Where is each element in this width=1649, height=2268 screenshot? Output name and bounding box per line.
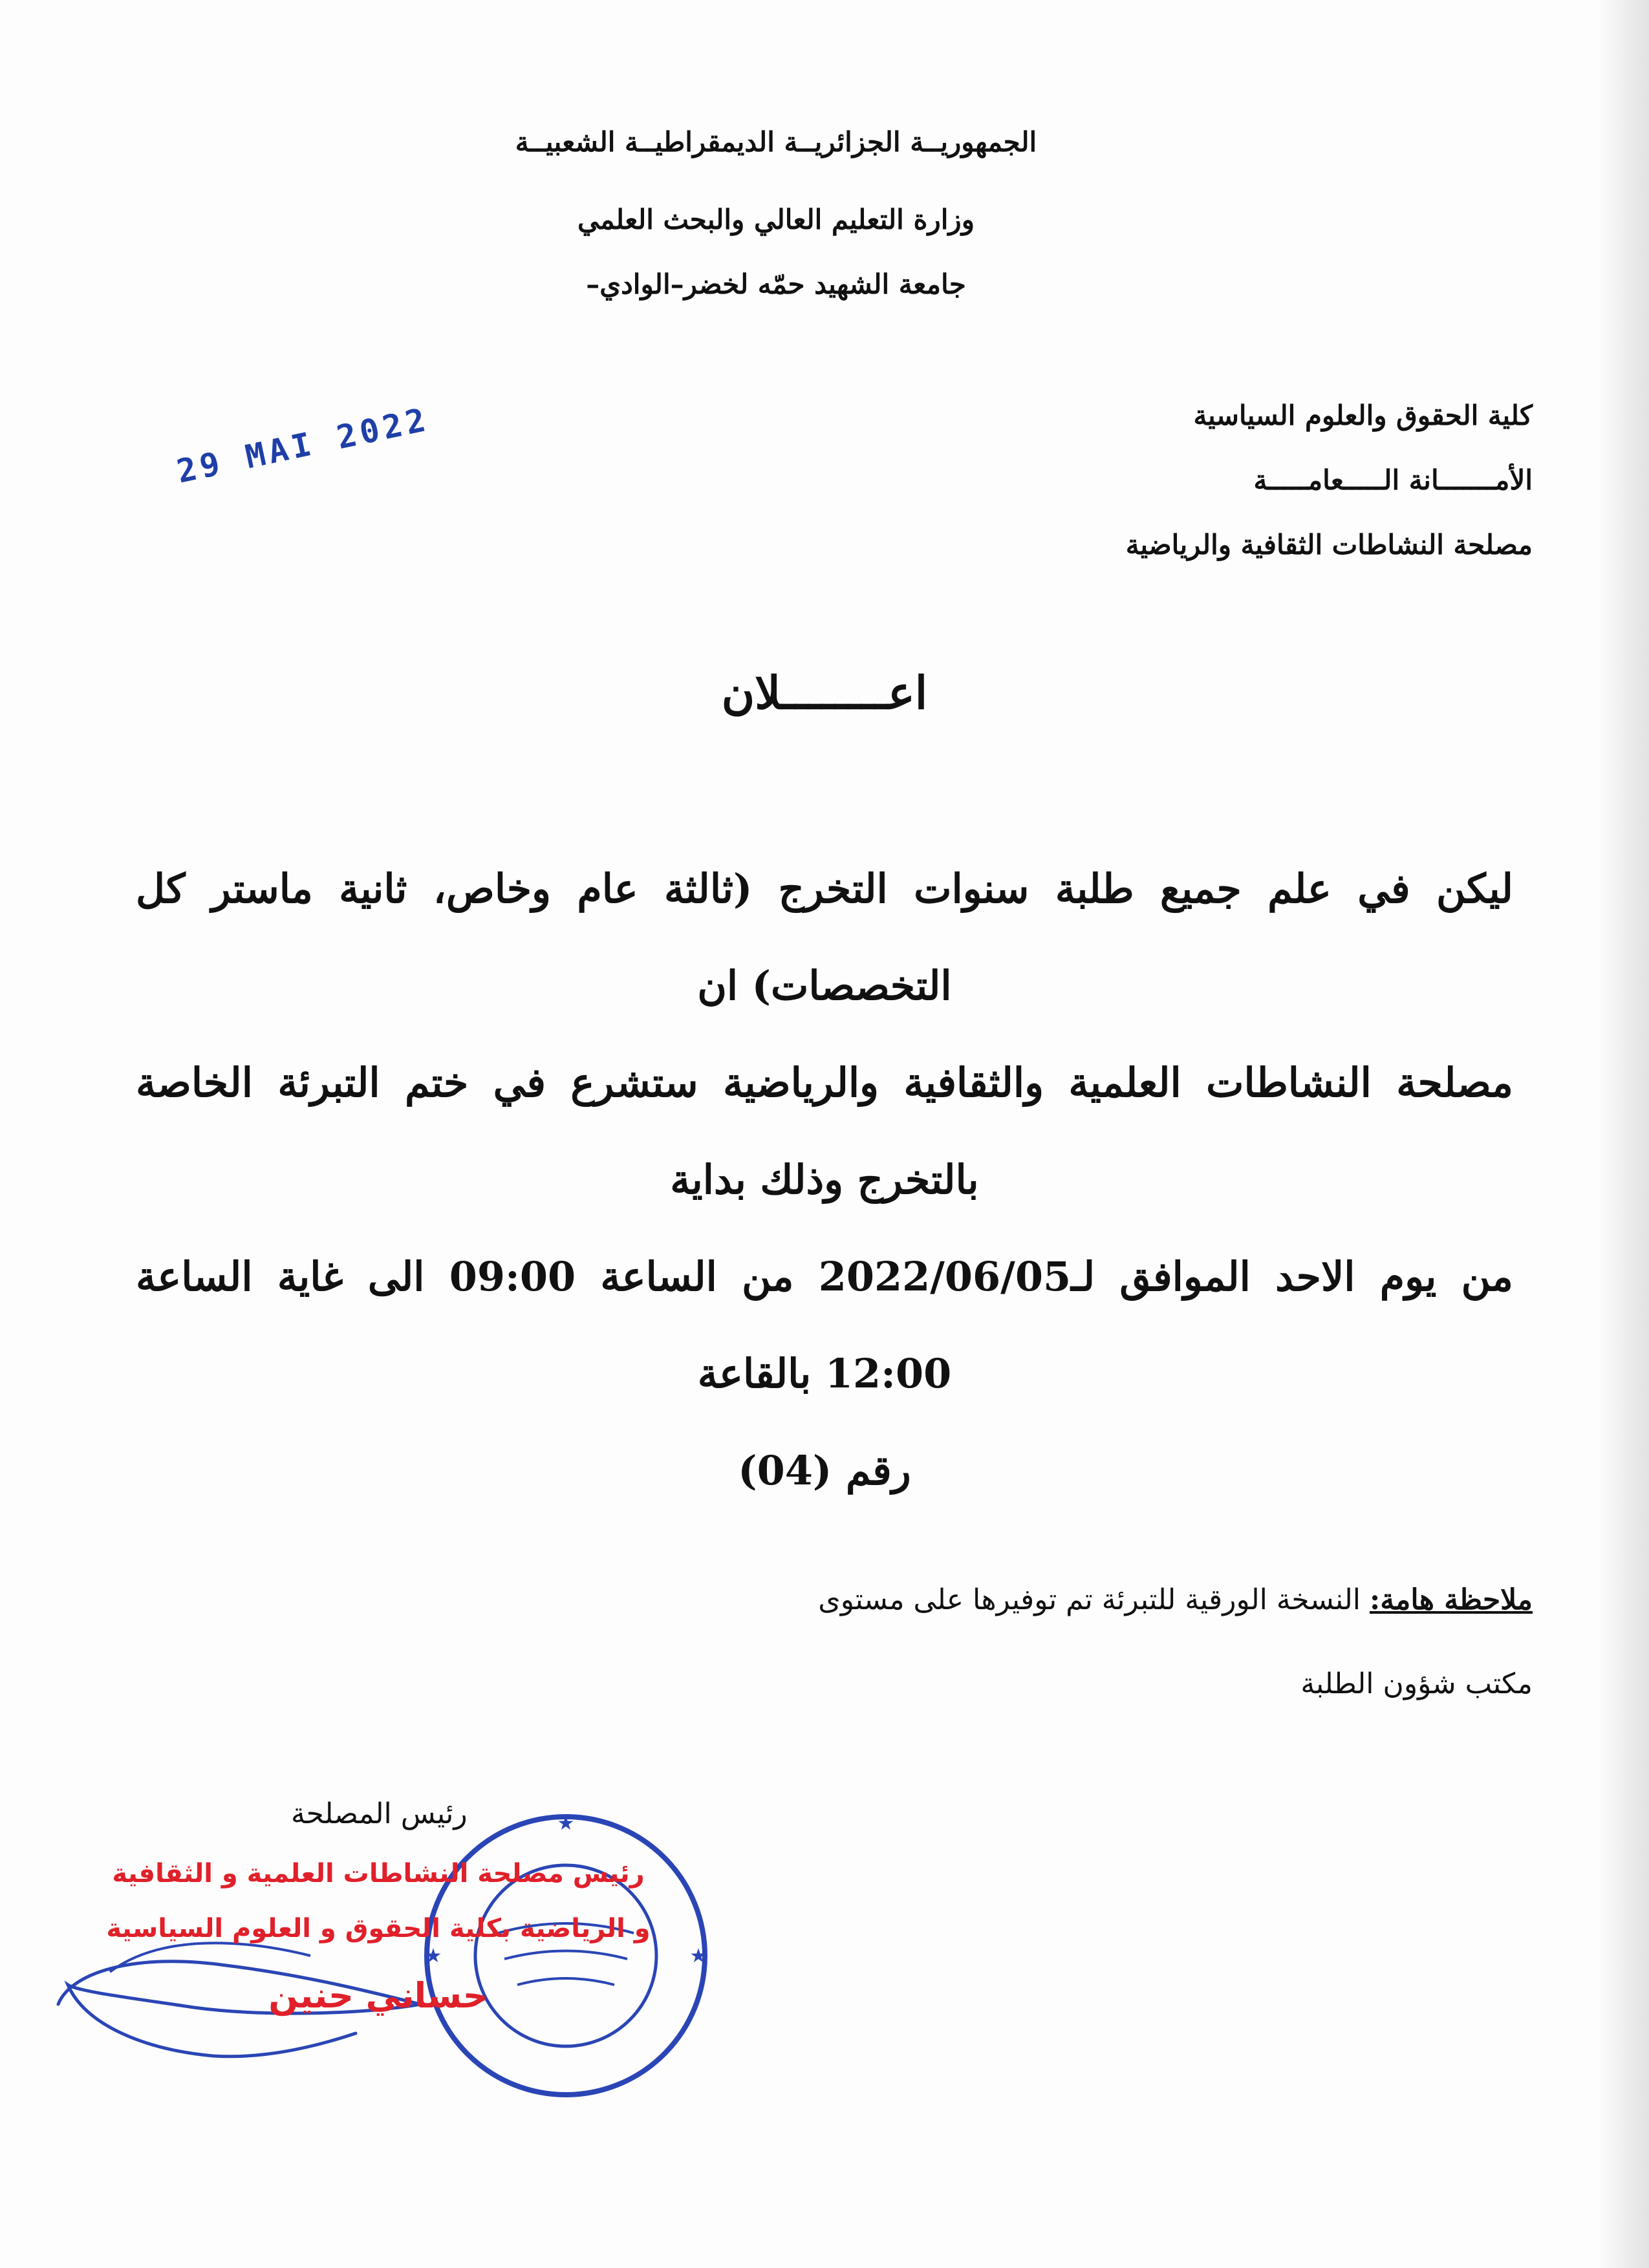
svg-text:★: ★ <box>557 1812 575 1835</box>
body-line-3: من يوم الاحد الموافق لـ2022/06/05 من الساعة 09:00 الى غاية الساعة 12:00 بالقاعة <box>136 1253 1513 1397</box>
note-text: النسخة الورقية للتبرئة تم توفيرها على مستوى <box>818 1583 1370 1616</box>
org-secretariat: الأمـــــــانة الـــــعامـــــة <box>1253 464 1533 496</box>
important-note <box>433 1558 1533 1726</box>
header-ministry: وزارة التعليم العالي والبحث العلمي <box>577 204 975 235</box>
svg-text:★: ★ <box>424 1945 442 1967</box>
announcement-title: اعــــــــلان <box>721 666 928 720</box>
body-line-2: مصلحة النشاطات العلمية والثقافية والرياضية ستشرع في ختم التبرئة الخاصة بالتخرج وذلك بداية <box>136 1059 1513 1203</box>
received-date-stamp: 29 MAI 2022 <box>173 400 433 491</box>
note-line-1 <box>433 1558 1533 1642</box>
header-university: جامعة الشهيد حمّه لخضر–الوادي– <box>586 268 966 300</box>
note-line-2: مكتب شؤون الطلبة <box>1300 1667 1533 1700</box>
official-round-seal <box>414 1804 718 2108</box>
page-edge-shadow <box>1597 0 1649 2268</box>
announcement-body <box>136 840 1513 1519</box>
header-republic: الجمهوريــة الجزائريــة الديمقراطيــة الشعبيــة <box>515 126 1037 158</box>
org-faculty: كلية الحقوق والعلوم السياسية <box>1193 400 1533 431</box>
stamp-line-2: و الرياضية بكلية الحقوق و العلوم السياسية <box>106 1914 651 1943</box>
org-service: مصلحة النشاطات الثقافية والرياضية <box>1125 529 1533 561</box>
stamp-signer-name: حساني حنين <box>268 1975 488 2016</box>
signer-title: رئيس المصلحة <box>291 1797 468 1830</box>
body-line-1: ليكن في علم جميع طلبة سنوات التخرج (ثالثة عام وخاص، ثانية ماستر كل التخصصات) ان <box>136 865 1513 1009</box>
svg-text:★: ★ <box>689 1945 707 1967</box>
stamp-line-1: رئيس مصلحة النشاطات العلمية و الثقافية <box>112 1859 645 1888</box>
body-line-4: رقم (04) <box>738 1447 911 1494</box>
note-label: ملاحظة هامة: <box>1369 1583 1533 1616</box>
